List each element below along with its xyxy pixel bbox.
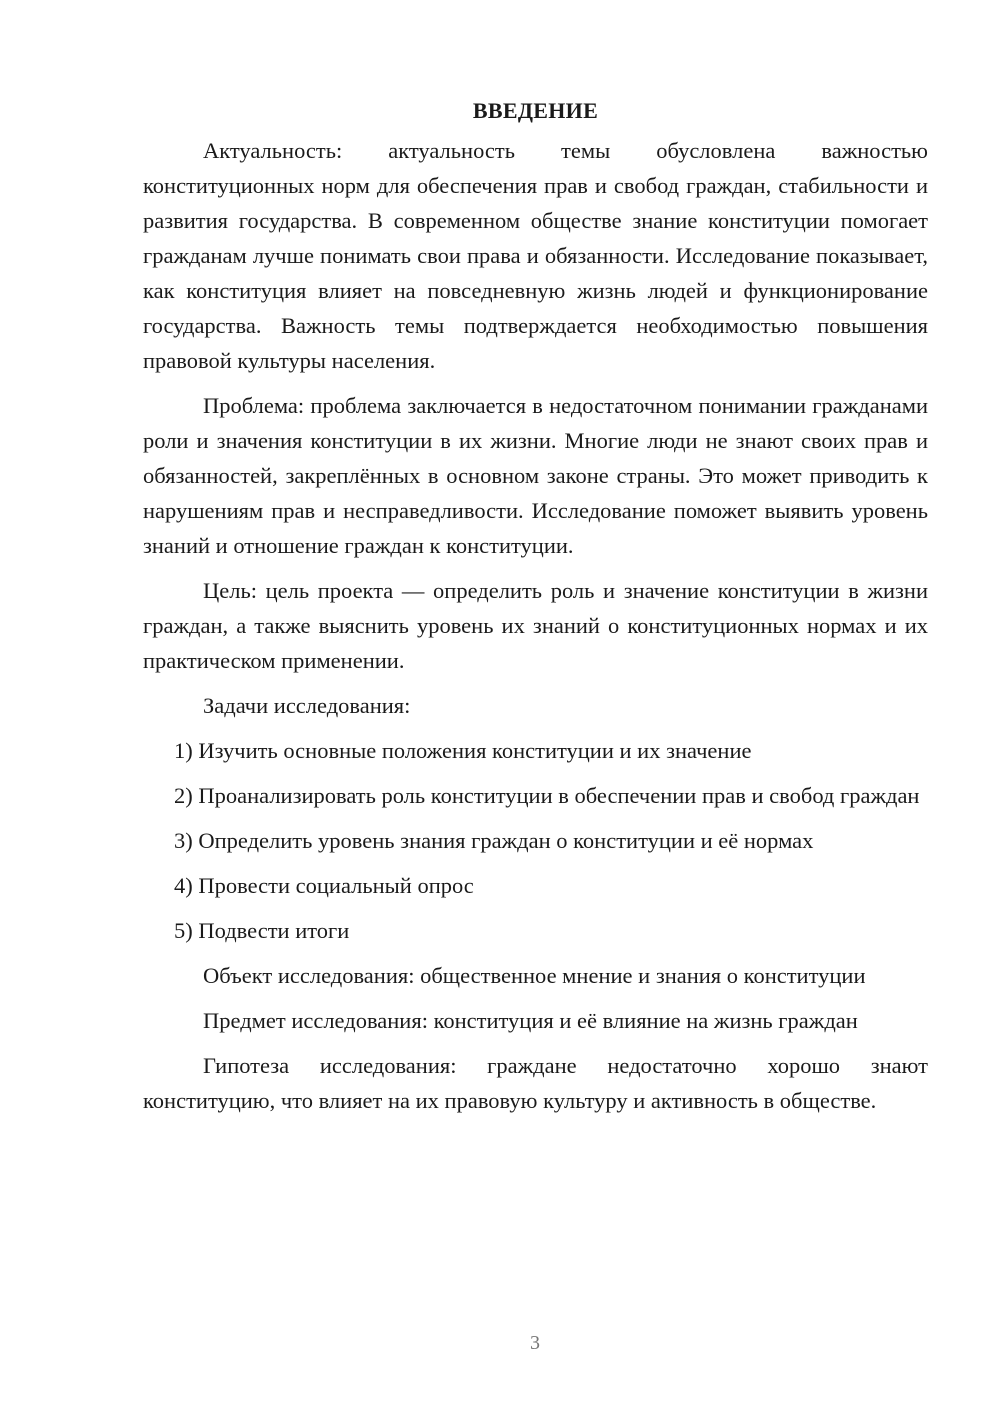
document-page [143,96,928,1128]
task-item-2: 2) Проанализировать роль конституции в обеспечении прав и свобод граждан [174,783,920,808]
paragraph-goal: Цель: цель проекта — определить роль и значение конституции в жизни граждан, а также выяснить уровень их знаний о конституционных нормах и их практическом применении. [143,578,928,673]
task-item-3: 3) Определить уровень знания граждан о конституции и её нормах [174,828,814,853]
paragraph-hypothesis: Гипотеза исследования: граждане недостаточно хорошо знают конституцию, что влияет на их правовую культуру и активность в обществе. [143,1053,928,1113]
tasks-title: Задачи исследования: [203,693,411,718]
paragraph-problem: Проблема: проблема заключается в недостаточном понимании гражданами роли и значения конституции в их жизни. Многие люди не знают своих прав и обязанностей, закреплённых в основном законе страны. Это может приводить к нарушениям прав и несправедливости. Исследование поможет выявить уровень знаний и отношение граждан к конституции. [143,393,928,558]
paragraph-relevance: Актуальность: актуальность темы обусловлена важностью конституционных норм для обеспечения прав и свобод граждан, стабильности и развития государства. В современном обществе знание конституции помогает гражданам лучше понимать свои права и обязанности. Исследование показывает, как конституция влияет на повседневную жизнь людей и функционирование государства. Важность темы подтверждается необходимостью повышения правовой культуры населения. [143,138,928,373]
page-number: 3 [530,1332,540,1354]
task-item-1: 1) Изучить основные положения конституции и их значение [174,738,752,763]
task-item-5: 5) Подвести итоги [174,918,350,943]
paragraph-object: Объект исследования: общественное мнение и знания о конституции [203,963,866,988]
task-item-4: 4) Провести социальный опрос [174,873,474,898]
paragraph-subject: Предмет исследования: конституция и её влияние на жизнь граждан [203,1008,858,1033]
page-title: ВВЕДЕНИЕ [472,98,599,123]
